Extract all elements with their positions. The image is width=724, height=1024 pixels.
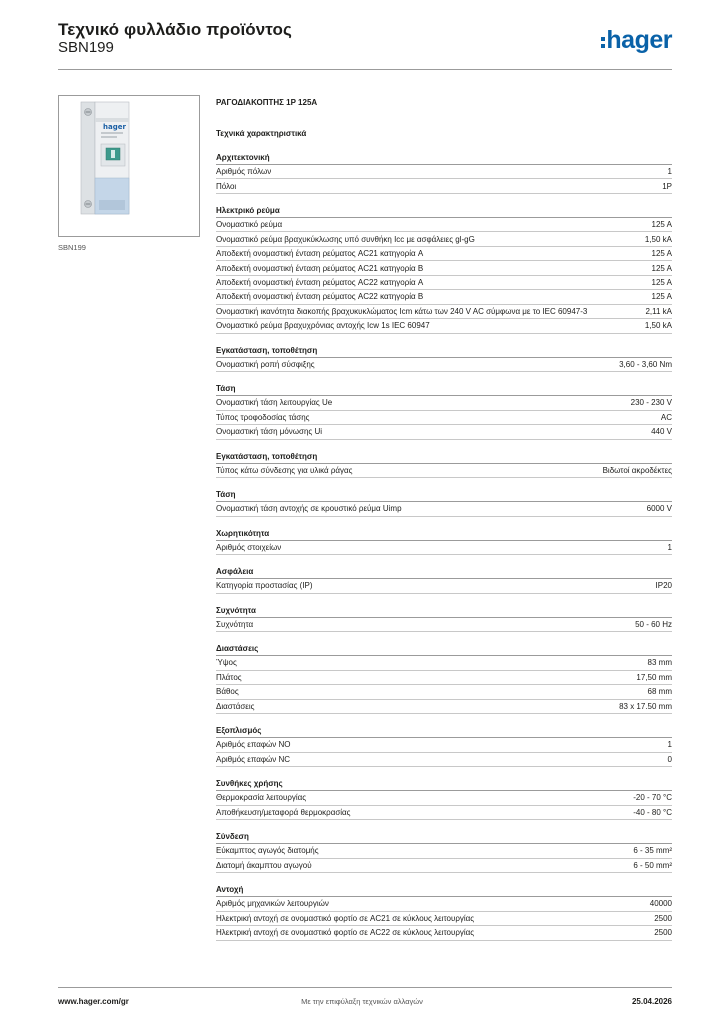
- spec-row: [216, 502, 672, 516]
- svg-text:hager: hager: [103, 123, 126, 131]
- spec-label: Βάθος: [216, 687, 239, 697]
- spec-section: [216, 344, 672, 372]
- spec-label: Πόλοι: [216, 181, 237, 191]
- section-title: Εγκατάσταση, τοποθέτηση: [216, 450, 672, 464]
- spec-row: [216, 897, 672, 911]
- spec-row: [216, 358, 672, 372]
- spec-label: Εύκαμπτος αγωγός διατομής: [216, 846, 319, 856]
- spec-row: [216, 806, 672, 820]
- spec-row: [216, 791, 672, 805]
- spec-row: [216, 425, 672, 439]
- spec-label: Ύψος: [216, 658, 237, 668]
- spec-value: AC: [660, 412, 672, 422]
- spec-label: Αποδεκτή ονομαστική ένταση ρεύματος AC22 κατηγορία B: [216, 292, 424, 302]
- spec-value: 50 - 60 Hz: [635, 619, 672, 629]
- section-title: Ασφάλεια: [216, 565, 672, 579]
- spec-value: -40 - 80 °C: [633, 807, 672, 817]
- spec-row: [216, 738, 672, 752]
- product-code: SBN199: [58, 39, 114, 56]
- spec-value: 83 x 17.50 mm: [619, 701, 672, 711]
- spec-label: Θερμοκρασία λειτουργίας: [216, 793, 307, 803]
- section-title: Συχνότητα: [216, 604, 672, 618]
- circuit-breaker-icon: [59, 96, 199, 236]
- spec-row: [216, 912, 672, 926]
- footer-date: 25.04.2026: [631, 997, 672, 1006]
- spec-row: [216, 618, 672, 632]
- section-title: Χωρητικότητα: [216, 527, 672, 541]
- section-title: Αρχιτεκτονική: [216, 151, 672, 165]
- spec-row: [216, 656, 672, 670]
- spec-section: [216, 382, 672, 439]
- spec-value: 1P: [662, 181, 672, 191]
- spec-row: [216, 305, 672, 319]
- spec-label: Διατομή άκαμπτου αγωγού: [216, 860, 312, 870]
- spec-value: -20 - 70 °C: [633, 793, 672, 803]
- spec-label: Κατηγορία προστασίας (IP): [216, 581, 313, 591]
- spec-label: Ηλεκτρική αντοχή σε ονομαστικό φορτίο σε AC22 σε κύκλους λειτουργίας: [216, 928, 475, 938]
- section-title: Εγκατάσταση, τοποθέτηση: [216, 344, 672, 358]
- spec-label: Συχνότητα: [216, 619, 254, 629]
- spec-row: [216, 319, 672, 333]
- spec-value: 230 - 230 V: [630, 398, 672, 408]
- spec-row: [216, 671, 672, 685]
- spec-value: 440 V: [651, 427, 672, 437]
- spec-value: 125 A: [651, 220, 672, 230]
- section-title: Τάση: [216, 382, 672, 396]
- spec-row: [216, 165, 672, 179]
- spec-label: Ονομαστική ικανότητα διακοπής βραχυκυκλώματος Icm κάτω των 240 V AC σύμφωνα με το IEC 60947-3: [216, 306, 588, 316]
- spec-label: Πλάτος: [216, 672, 242, 682]
- spec-label: Αριθμός επαφών NC: [216, 754, 291, 764]
- spec-value: Βιδωτοί ακροδέκτες: [602, 465, 672, 475]
- spec-row: [216, 247, 672, 261]
- spec-section: [216, 777, 672, 820]
- spec-row: [216, 844, 672, 858]
- spec-row: [216, 218, 672, 232]
- spec-row: [216, 859, 672, 873]
- spec-label: Αποδεκτή ονομαστική ένταση ρεύματος AC21 κατηγορία A: [216, 249, 424, 259]
- spec-section: [216, 450, 672, 478]
- spec-label: Τύπος κάτω σύνδεσης για υλικά ράγας: [216, 465, 353, 475]
- spec-label: Ονομαστικό ρεύμα: [216, 220, 283, 230]
- section-title: Αντοχή: [216, 883, 672, 897]
- image-caption: SBN199: [58, 243, 86, 252]
- spec-row: [216, 261, 672, 275]
- spec-value: 17,50 mm: [636, 672, 672, 682]
- spec-value: 6 - 50 mm²: [633, 860, 672, 870]
- spec-label: Ονομαστική τάση λειτουργίας Ue: [216, 398, 333, 408]
- spec-label: Αριθμός μηχανικών λειτουργιών: [216, 899, 329, 909]
- footer-divider: [58, 987, 672, 988]
- footer-note: Με την επιφύλαξη τεχνικών αλλαγών: [301, 997, 423, 1006]
- spec-section: [216, 883, 672, 940]
- logo-dots-icon: [601, 37, 605, 48]
- spec-section: [216, 527, 672, 555]
- spec-label: Ονομαστική ροπή σύσφιξης: [216, 359, 315, 369]
- section-title: Συνθήκες χρήσης: [216, 777, 672, 791]
- spec-label: Αποδεκτή ονομαστική ένταση ρεύματος AC22 κατηγορία A: [216, 278, 424, 287]
- section-title: Σύνδεση: [216, 830, 672, 844]
- spec-sections: [216, 151, 672, 941]
- spec-value: 125 A: [651, 292, 672, 302]
- spec-row: [216, 290, 672, 304]
- spec-value: 2500: [654, 928, 672, 938]
- spec-value: 2,11 kA: [645, 306, 672, 316]
- tech-heading: Τεχνικά χαρακτηριστικά: [216, 129, 307, 138]
- spec-label: Αριθμός στοιχείων: [216, 542, 282, 552]
- spec-value: 3,60 - 3,60 Nm: [619, 359, 672, 369]
- product-name: ΡΑΓΟΔΙΑΚΟΠΤΗΣ 1P 125A: [216, 98, 318, 107]
- spec-row: [216, 685, 672, 699]
- footer-website-link[interactable]: www.hager.com/gr: [58, 997, 129, 1006]
- spec-value: 1,50 kA: [644, 234, 672, 244]
- spec-section: [216, 830, 672, 873]
- section-title: Διαστάσεις: [216, 642, 672, 656]
- spec-label: Αποθήκευση/μεταφορά θερμοκρασίας: [216, 807, 351, 817]
- spec-value: 0: [667, 754, 672, 764]
- header-divider: [58, 69, 672, 70]
- spec-content: [216, 96, 672, 941]
- spec-row: [216, 276, 672, 290]
- spec-row: [216, 541, 672, 555]
- spec-row: [216, 179, 672, 193]
- logo-text: hager: [606, 25, 672, 54]
- section-title: Εξοπλισμός: [216, 724, 672, 738]
- spec-label: Τύπος τροφοδοσίας τάσης: [216, 412, 310, 422]
- spec-value: 125 A: [651, 278, 672, 287]
- spec-value: 40000: [649, 899, 672, 909]
- spec-value: 1: [667, 740, 672, 750]
- spec-label: Αριθμός πόλων: [216, 167, 272, 177]
- spec-value: 68 mm: [647, 687, 672, 697]
- spec-value: 125 A: [651, 249, 672, 259]
- spec-label: Ονομαστική τάση αντοχής σε κρουστικό ρεύμα Uimp: [216, 504, 402, 514]
- spec-value: 1,50 kA: [644, 321, 672, 331]
- spec-section: [216, 724, 672, 767]
- spec-value: 83 mm: [647, 658, 672, 668]
- spec-row: [216, 232, 672, 246]
- spec-row: [216, 396, 672, 410]
- spec-value: 2500: [654, 913, 672, 923]
- hager-logo: [601, 26, 672, 54]
- spec-section: [216, 565, 672, 593]
- spec-section: [216, 604, 672, 632]
- spec-row: [216, 464, 672, 478]
- spec-label: Ηλεκτρική αντοχή σε ονομαστικό φορτίο σε AC21 σε κύκλους λειτουργίας: [216, 913, 475, 923]
- spec-label: Ονομαστική τάση μόνωσης Ui: [216, 427, 323, 437]
- section-title: Ηλεκτρικό ρεύμα: [216, 204, 672, 218]
- spec-row: [216, 700, 672, 714]
- spec-row: [216, 926, 672, 940]
- page-title: Τεχνικό φυλλάδιο προϊόντος: [58, 20, 292, 39]
- spec-section: [216, 642, 672, 714]
- spec-value: 125 A: [651, 263, 672, 273]
- spec-label: Αποδεκτή ονομαστική ένταση ρεύματος AC21 κατηγορία B: [216, 263, 424, 273]
- spec-label: Ονομαστικό ρεύμα βραχυχρόνιας αντοχής Icw 1s IEC 60947: [216, 321, 430, 331]
- spec-section: [216, 204, 672, 334]
- section-title: Τάση: [216, 488, 672, 502]
- spec-value: 6 - 35 mm²: [633, 846, 672, 856]
- spec-section: [216, 151, 672, 194]
- spec-value: 1: [667, 167, 672, 177]
- spec-label: Διαστάσεις: [216, 701, 255, 711]
- spec-row: [216, 753, 672, 767]
- spec-value: IP20: [655, 581, 672, 591]
- spec-label: Αριθμός επαφών NO: [216, 740, 291, 750]
- product-image: [58, 95, 200, 237]
- spec-value: 1: [667, 542, 672, 552]
- spec-row: [216, 579, 672, 593]
- spec-section: [216, 488, 672, 516]
- spec-label: Ονομαστικό ρεύμα βραχυκύκλωσης υπό συνθήκη Icc με ασφάλειες gl-gG: [216, 234, 475, 244]
- spec-value: 6000 V: [646, 504, 672, 514]
- spec-row: [216, 411, 672, 425]
